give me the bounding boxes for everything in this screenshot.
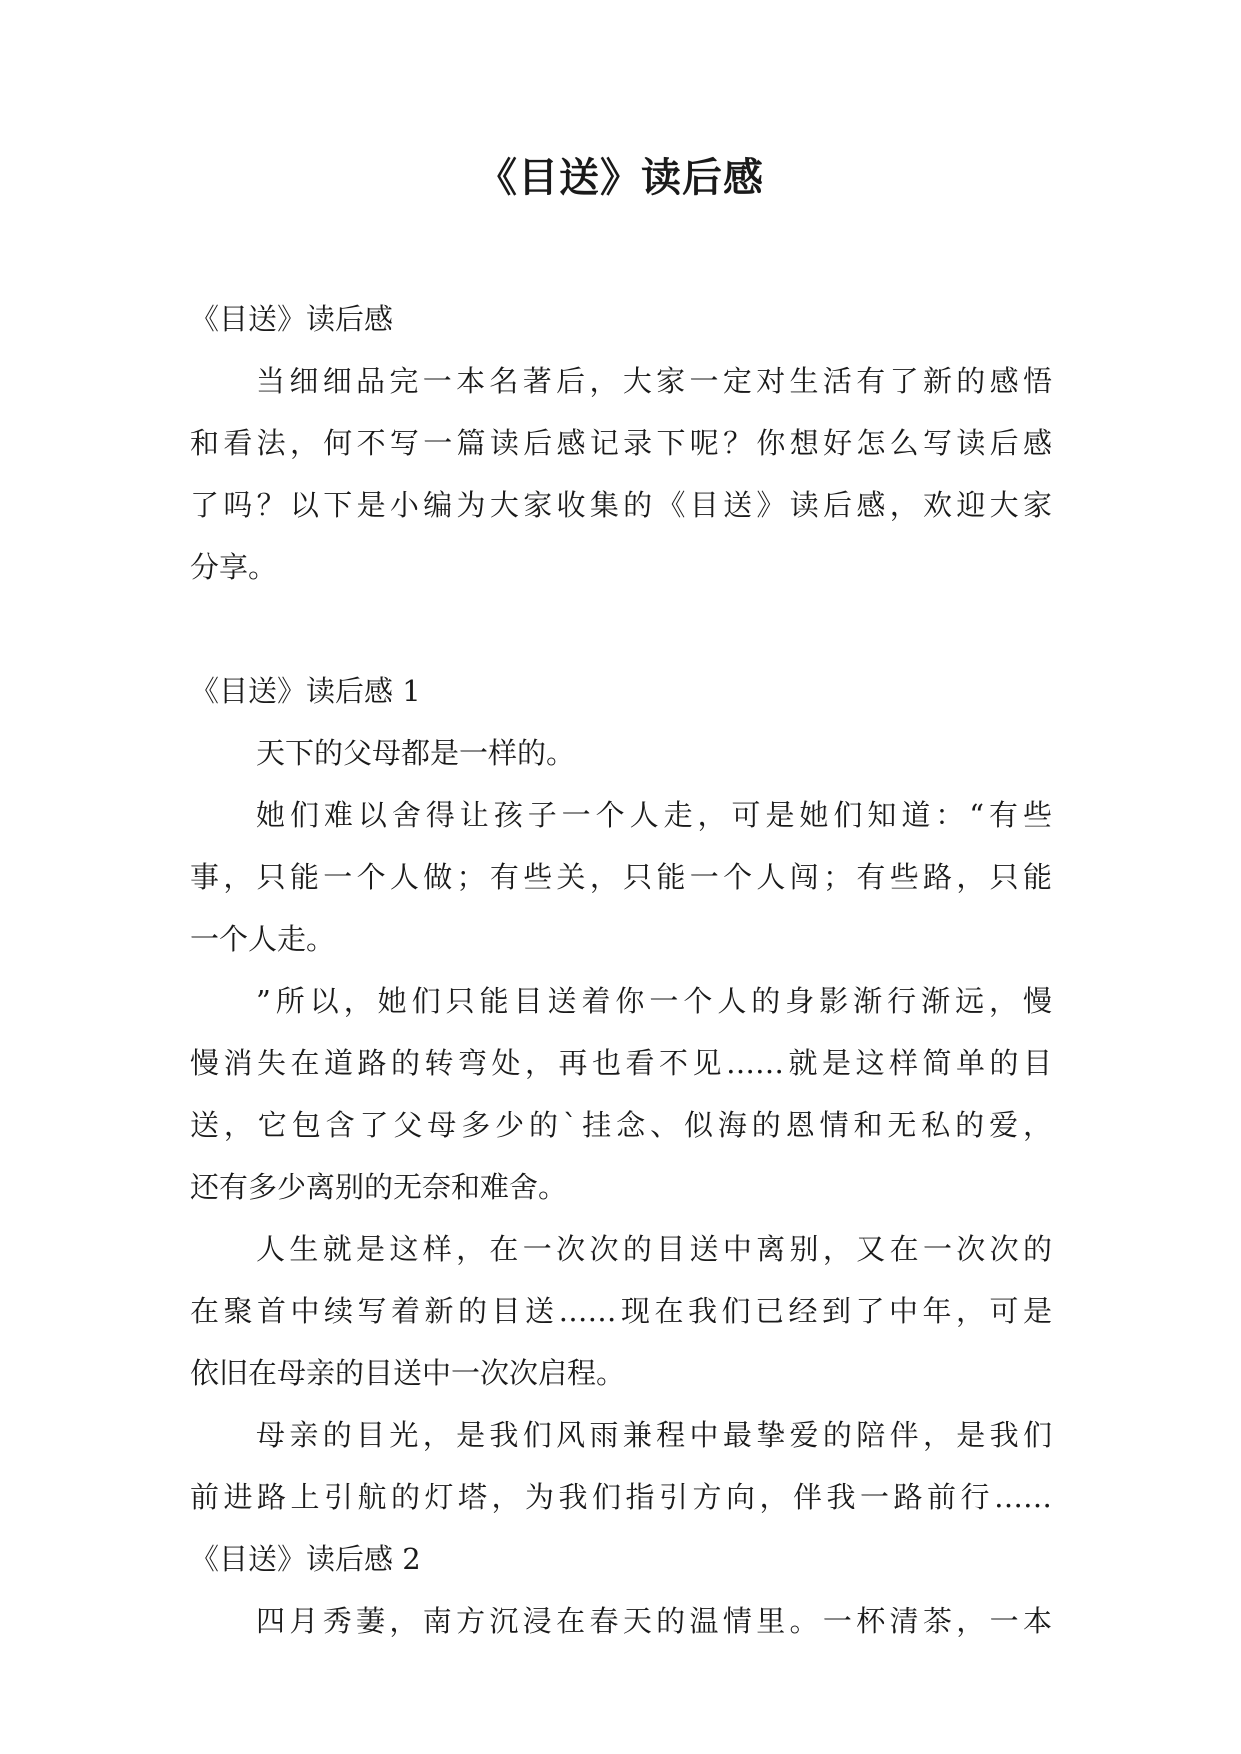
paragraph-line: 依旧在母亲的目送中一次次启程。	[190, 1356, 626, 1390]
essay-heading: 《目送》读后感 2	[190, 1542, 421, 1576]
paragraph-line: 天下的父母都是一样的。	[256, 736, 576, 770]
essay-paragraph	[190, 970, 1052, 1218]
essay-paragraph	[190, 784, 1052, 970]
essay-heading: 《目送》读后感 1	[190, 674, 421, 708]
paragraph-line: 事，只能一个人做；有些关，只能一个人闯；有些路，只能	[190, 860, 1052, 894]
paragraph-line: 前进路上引航的灯塔，为我们指引方向，伴我一路前行……	[190, 1480, 1052, 1514]
paragraph-line: 当细细品完一本名著后，大家一定对生活有了新的感悟	[256, 364, 1052, 398]
section-gap	[190, 598, 1052, 660]
essay-paragraph	[190, 722, 1052, 784]
document-title: 《目送》读后感	[477, 155, 764, 201]
paragraph-line: 四月秀萋，南方沉浸在春天的温情里。一杯清茶，一本	[256, 1604, 1052, 1638]
paragraph-line: 了吗？以下是小编为大家收集的《目送》读后感，欢迎大家	[190, 488, 1052, 522]
intro-paragraph	[190, 350, 1052, 598]
paragraph-line: 一个人走。	[190, 922, 336, 956]
paragraph-line: 分享。	[190, 550, 278, 584]
intro-heading: 《目送》读后感	[190, 302, 394, 336]
paragraph-line: 还有多少离别的无奈和难舍。	[190, 1170, 568, 1204]
paragraph-line: 人生就是这样，在一次次的目送中离别，又在一次次的	[256, 1232, 1052, 1266]
paragraph-line: 和看法，何不写一篇读后感记录下呢？你想好怎么写读后感	[190, 426, 1052, 460]
essay-paragraph	[190, 1404, 1052, 1528]
document-body	[190, 288, 1052, 1652]
paragraph-line: 母亲的目光，是我们风雨兼程中最挚爱的陪伴，是我们	[256, 1418, 1052, 1452]
paragraph-line: 慢消失在道路的转弯处，再也看不见……就是这样简单的目	[190, 1046, 1052, 1080]
essay-paragraph	[190, 1590, 1052, 1652]
paragraph-line: 在聚首中续写着新的目送……现在我们已经到了中年，可是	[190, 1294, 1052, 1328]
essay-paragraph	[190, 1218, 1052, 1404]
paragraph-line: ”所以，她们只能目送着你一个人的身影渐行渐远，慢	[256, 984, 1052, 1018]
paragraph-line: 送，它包含了父母多少的`挂念、似海的恩情和无私的爱，	[190, 1108, 1052, 1142]
paragraph-line: 她们难以舍得让孩子一个人走，可是她们知道：“有些	[256, 798, 1052, 832]
